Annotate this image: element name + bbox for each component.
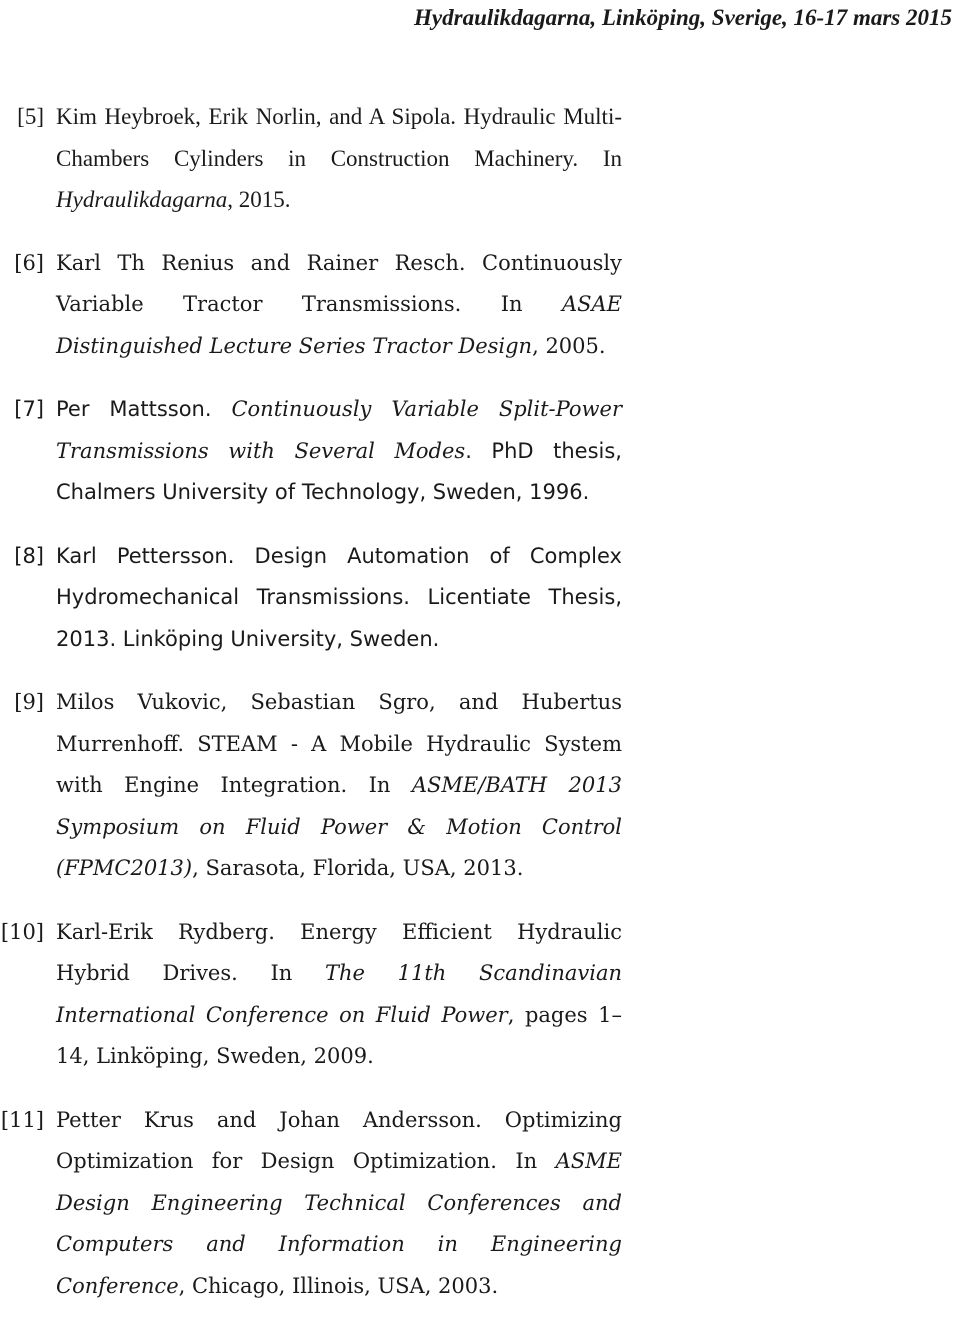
reference-venue: ASME Design Engineering Technical Conferences and Computers and Information in Engineering Conference: [56, 1149, 622, 1298]
page-header: Hydraulikdagarna, Linköping, Sverige, 16-17 mars 2015: [414, 5, 952, 30]
reference-tail: , 2015.: [227, 187, 291, 212]
reference-venue-prefix: In: [500, 292, 523, 316]
reference-authors: Karl Th Renius and Rainer Resch.: [56, 250, 466, 275]
reference-tail: , Sarasota, Florida, USA, 2013.: [192, 856, 524, 880]
reference-tail: Licentiate Thesis, 2013. Linköping University, Sweden.: [56, 585, 622, 651]
reference-venue-prefix: In: [602, 145, 622, 171]
reference-venue-prefix: In: [368, 773, 391, 797]
reference-venue-prefix: In: [515, 1149, 538, 1173]
reference-venue: Hydraulikdagarna: [56, 187, 228, 212]
reference-item: [0, 536, 622, 661]
reference-authors: Karl-Erik Rydberg.: [56, 919, 275, 944]
reference-item: [0, 243, 622, 368]
reference-number: [7]: [14, 397, 44, 421]
reference-title: Hydraulic Multi-Chambers Cylinders in Construction Machinery.: [56, 104, 622, 171]
reference-item: [0, 1100, 622, 1308]
reference-authors: Karl Pettersson.: [56, 543, 235, 568]
reference-venue: The 11th Scandinavian International Conference on Fluid Power: [56, 961, 622, 1027]
reference-venue: ASAE Distinguished Lecture Series Tractor Design: [56, 292, 622, 358]
reference-number: [6]: [14, 250, 44, 275]
reference-authors: Petter Krus and Johan Andersson.: [56, 1107, 482, 1132]
reference-authors: Kim Heybroek, Erik Norlin, and A Sipola.: [56, 104, 457, 129]
reference-title: Optimizing Optimization for Design Optimization.: [56, 1107, 622, 1173]
reference-list: [0, 96, 640, 1329]
reference-title: STEAM - A Mobile Hydraulic System with Engine Integration.: [56, 731, 622, 797]
reference-venue-prefix: In: [270, 961, 293, 985]
reference-tail: , Chicago, Illinois, USA, 2003.: [178, 1273, 499, 1298]
reference-authors: Per Mattsson.: [56, 397, 212, 421]
reference-number: [5]: [17, 104, 44, 129]
reference-item: [0, 912, 622, 1078]
reference-number: [10]: [0, 919, 44, 944]
reference-item: [0, 389, 622, 514]
reference-item: [0, 96, 622, 221]
reference-tail: , 2005.: [532, 333, 606, 358]
reference-number: [11]: [0, 1107, 44, 1132]
reference-authors: Milos Vukovic, Sebastian Sgro, and Hubertus Murrenhoff.: [56, 690, 622, 756]
reference-title: Continuously Variable Split-Power Transmissions with Several Modes: [56, 397, 622, 463]
reference-tail: . PhD thesis, Chalmers University of Technology, Sweden, 1996.: [56, 438, 622, 504]
reference-venue: ASME/BATH 2013 Symposium on Fluid Power & Motion Control (FPMC2013): [56, 773, 622, 880]
reference-tail: , pages 1–14, Linköping, Sweden, 2009.: [56, 1002, 622, 1068]
reference-title: Energy Efficient Hydraulic Hybrid Drives.: [56, 919, 622, 985]
reference-title: Continuously Variable Tractor Transmissions.: [56, 250, 622, 316]
reference-number: [8]: [14, 543, 44, 568]
reference-item: [0, 682, 622, 890]
reference-number: [9]: [14, 690, 44, 714]
reference-title: Design Automation of Complex Hydromechanical Transmissions.: [56, 543, 622, 609]
